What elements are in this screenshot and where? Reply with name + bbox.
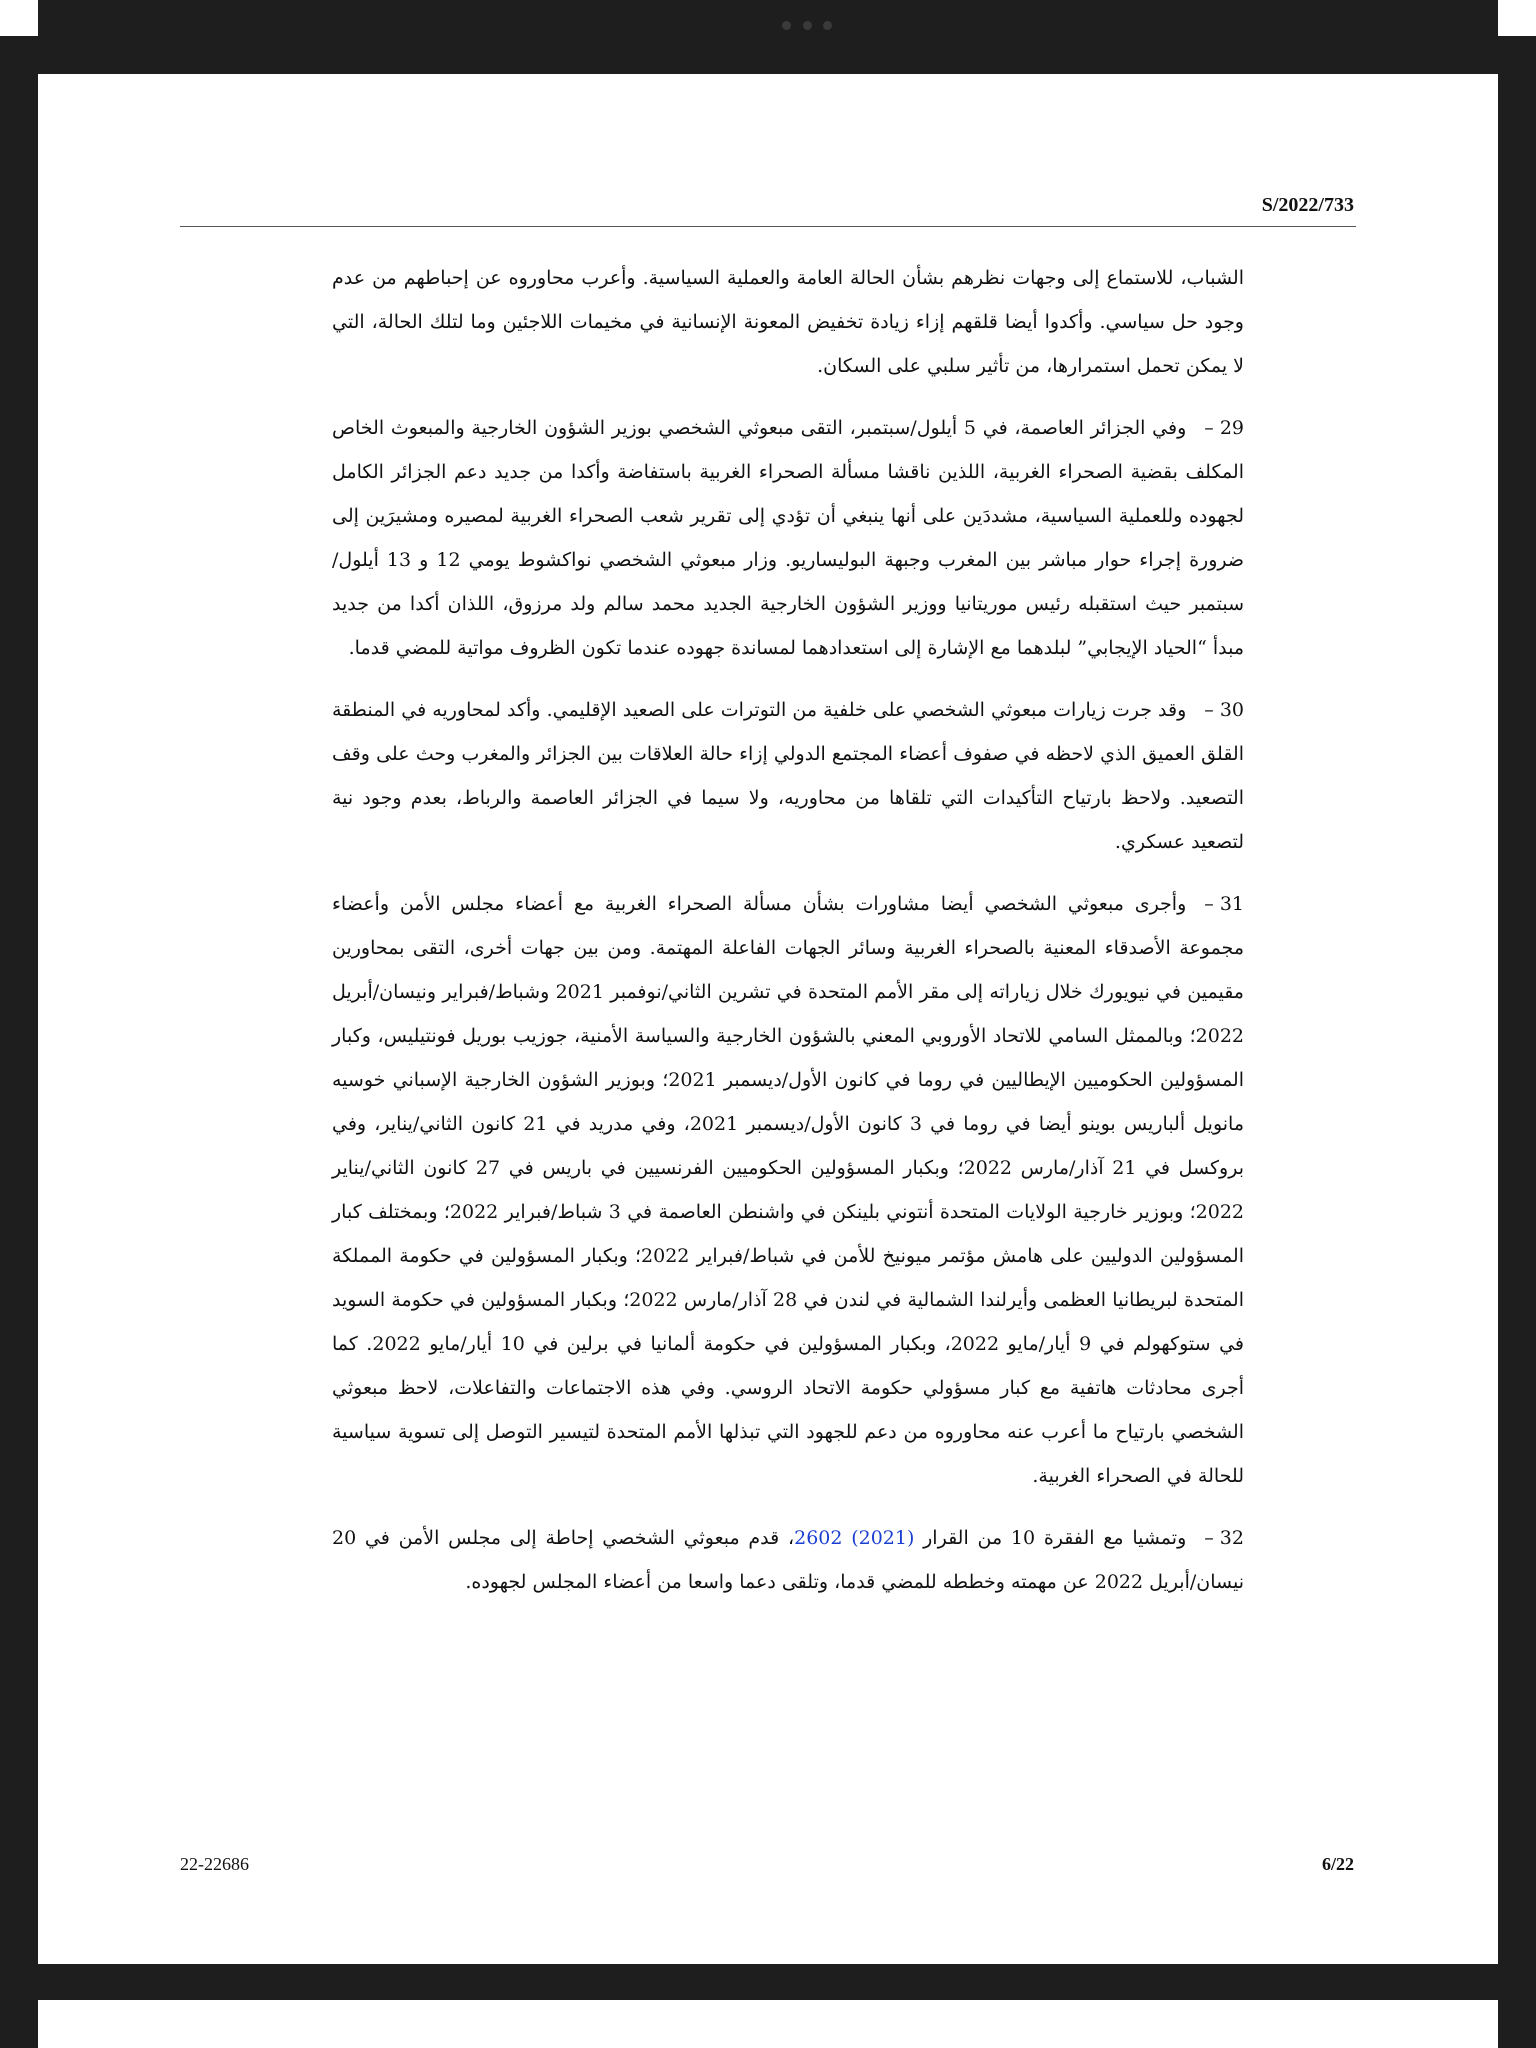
paragraph-number: 31 – xyxy=(1204,893,1244,915)
paragraph-text: وفي الجزائر العاصمة، في 5 أيلول/سبتمبر، التقى مبعوثي الشخصي بوزير الشؤون الخارجية والمبعوث الخاص المكلف بقضية الصحراء الغربية، اللذين ناقشا مسألة الصحراء الغربية باستفاضة وأكدا من جديد دعم الجزائر الكامل لجهوده وللعملية السياسية، مشددَين على أنها ينبغي أن تؤدي إلى تقرير شعب الصحراء الغربية لمصيره ومشيرَين إلى ضرورة إجراء حوار مباشر بين المغرب وجبهة البوليساريو. وزار مبعوثي الشخصي نواكشوط يومي 12 و 13 أيلول/سبتمبر حيث استقبله رئيس موريتانيا ووزير الشؤون الخارجية الجديد محمد سالم ولد مرزوق، اللذان أكدا من جديد مبدأ “الحياد الإيجابي” لبلدهما مع الإشارة إلى استعدادهما لمساندة جهوده عندما تكون الظروف مواتية للمضي قدما. xyxy=(332,417,1244,659)
page-number: 6/22 xyxy=(1321,1854,1354,1874)
document-code: 22-22686 xyxy=(180,1854,249,1874)
resolution-link[interactable]: 2602 (2021) xyxy=(794,1527,915,1549)
document-symbol: S/2022/733 xyxy=(1261,194,1354,216)
paragraph-number: 32 – xyxy=(1204,1527,1244,1549)
paragraph-30 xyxy=(332,688,1244,864)
paragraph-31 xyxy=(332,882,1244,1498)
paragraph-number: 30 – xyxy=(1204,699,1244,721)
paragraph-29 xyxy=(332,406,1244,670)
viewer-top-bar xyxy=(38,0,1498,36)
paragraph-text: وأجرى مبعوثي الشخصي أيضا مشاورات بشأن مسألة الصحراء الغربية مع أعضاء مجلس الأمن وأعضاء مجموعة الأصدقاء المعنية بالصحراء الغربية وسائر الجهات الفاعلة المهتمة. ومن بين جهات أخرى، التقى بمحاورين مقيمين في نيويورك خلال زياراته إلى مقر الأمم المتحدة في تشرين الثاني/نوفمبر 2021 وشباط/فبراير ونيسان/أبريل 2022؛ وبالممثل السامي للاتحاد الأوروبي المعني بالشؤون الخارجية والسياسة الأمنية، جوزيب بوريل فونتيليس، وكبار المسؤولين الحكوميين الإيطاليين في روما في كانون الأول/ديسمبر 2021؛ وبوزير الشؤون الخارجية الإسباني خوسيه مانويل ألباريس بوينو أيضا في روما في 3 كانون الأول/ديسمبر 2021، وفي مدريد في 21 كانون الثاني/يناير، وفي بروكسل في 21 آذار/مارس 2022؛ وبكبار المسؤولين الحكوميين الفرنسيين في باريس في 27 كانون الثاني/يناير 2022؛ وبوزير خارجية الولايات المتحدة أنتوني بلينكن في واشنطن العاصمة في 3 شباط/فبراير 2022؛ وبمختلف كبار المسؤولين الدوليين على هامش مؤتمر ميونيخ للأمن في شباط/فبراير 2022؛ وبكبار المسؤولين في حكومة المملكة المتحدة لبريطانيا العظمى وأيرلندا الشمالية في لندن في 28 آذار/مارس 2022؛ وبكبار المسؤولين في حكومة السويد في ستوكهولم في 9 أيار/مايو 2022، وبكبار المسؤولين في حكومة ألمانيا في برلين في 10 أيار/مايو 2022. كما أجرى محادثات هاتفية مع كبار مسؤولي حكومة الاتحاد الروسي. وفي هذه الاجتماعات والتفاعلات، لاحظ مبعوثي الشخصي بارتياح ما أعرب عنه محاوروه من دعم للجهود التي تبذلها الأمم المتحدة لتيسير التوصل إلى تسوية سياسية للحالة في الصحراء الغربية. xyxy=(332,893,1245,1487)
next-page-edge xyxy=(38,2000,1498,2048)
document-body xyxy=(332,256,1244,1622)
paragraph-text: وتمشيا مع الفقرة 10 من القرار xyxy=(914,1527,1187,1549)
paragraph-28-continued xyxy=(332,256,1244,388)
document-page xyxy=(38,74,1498,1964)
paragraph-32 xyxy=(332,1516,1244,1604)
paragraph-text: ، قدم مبعوثي الشخصي إحاطة إلى مجلس الأمن في 20 نيسان/أبريل 2022 عن مهمته وخططه للمضي قدما، وتلقى دعما واسعا من أعضاء المجلس لجهوده. xyxy=(332,1527,1244,1593)
drag-handle-icon[interactable] xyxy=(782,20,832,30)
paragraph-text: وقد جرت زيارات مبعوثي الشخصي على خلفية من التوترات على الصعيد الإقليمي. وأكد لمحاوريه في المنطقة القلق العميق الذي لاحظه في صفوف أعضاء المجتمع الدولي إزاء حالة العلاقات بين الجزائر والمغرب وحث على وقف التصعيد. ولاحظ بارتياح التأكيدات التي تلقاها من محاوريه، ولا سيما في الجزائر العاصمة والرباط، بعدم وجود نية لتصعيد عسكري. xyxy=(332,699,1244,853)
header-rule xyxy=(180,226,1356,227)
paragraph-number: 29 – xyxy=(1204,417,1245,439)
paragraph-text: الشباب، للاستماع إلى وجهات نظرهم بشأن الحالة العامة والعملية السياسية. وأعرب محاوروه عن إحباطهم من عدم وجود حل سياسي. وأكدوا أيضا قلقهم إزاء زيادة تخفيض المعونة الإنسانية في مخيمات اللاجئين وما لتلك الحالة، التي لا يمكن تحمل استمرارها، من تأثير سلبي على السكان. xyxy=(332,267,1244,377)
